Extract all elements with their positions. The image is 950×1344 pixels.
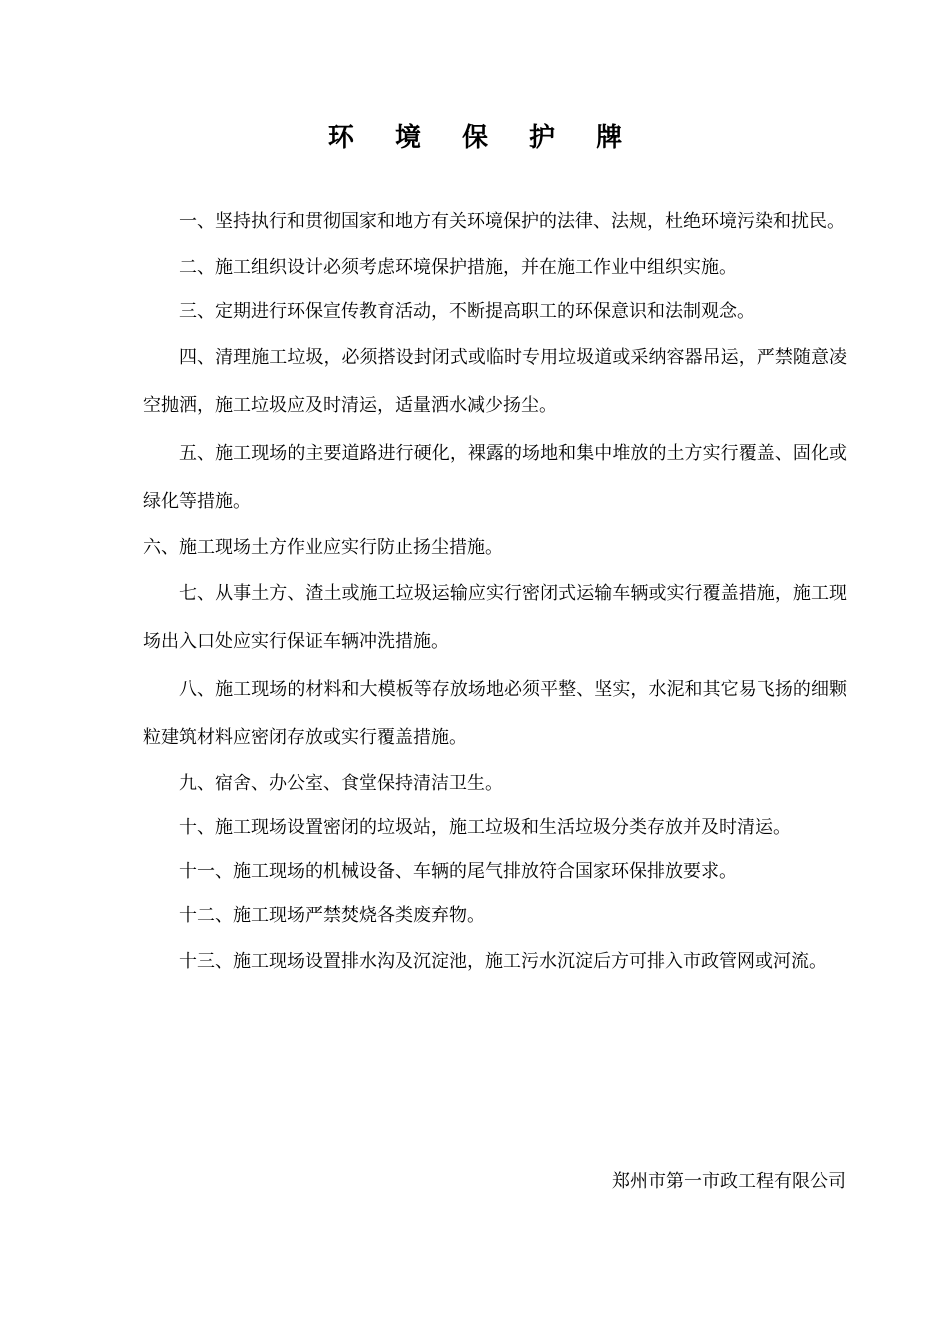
paragraph-11: 十一、施工现场的机械设备、车辆的尾气排放符合国家环保排放要求。 [179,861,737,882]
document-body [143,198,847,986]
paragraph-4: 四、清理施工垃圾，必须搭设封闭式或临时专用垃圾道或采纳容器吊运，严禁随意凌空抛洒，施工垃圾应及时清运，适量洒水减少扬尘。 [143,347,847,416]
company-signature: 郑州市第一市政工程有限公司 [612,1171,846,1192]
paragraph-12: 十二、施工现场严禁焚烧各类废弃物。 [179,905,485,926]
paragraph-6: 六、施工现场土方作业应实行防止扬尘措施。 [143,537,503,558]
paragraph-7: 七、从事土方、渣土或施工垃圾运输应实行密闭式运输车辆或实行覆盖措施，施工现场出入口处应实行保证车辆冲洗措施。 [143,583,847,652]
paragraph-2: 二、施工组织设计必须考虑环境保护措施，并在施工作业中组织实施。 [179,257,737,278]
paragraph-8: 八、施工现场的材料和大模板等存放场地必须平整、坚实，水泥和其它易飞扬的细颗粒建筑材料应密闭存放或实行覆盖措施。 [143,679,847,748]
paragraph-13: 十三、施工现场设置排水沟及沉淀池，施工污水沉淀后方可排入市政管网或河流。 [179,951,827,972]
paragraph-1: 一、坚持执行和贯彻国家和地方有关环境保护的法律、法规，杜绝环境污染和扰民。 [179,211,845,232]
document-title: 环 境 保 护 牌 [327,123,639,153]
paragraph-10: 十、施工现场设置密闭的垃圾站，施工垃圾和生活垃圾分类存放并及时清运。 [179,817,791,838]
paragraph-5: 五、施工现场的主要道路进行硬化，裸露的场地和集中堆放的土方实行覆盖、固化或绿化等措施。 [143,443,847,512]
paragraph-3: 三、定期进行环保宣传教育活动，不断提高职工的环保意识和法制观念。 [179,301,755,322]
paragraph-9: 九、宿舍、办公室、食堂保持清洁卫生。 [179,773,503,794]
